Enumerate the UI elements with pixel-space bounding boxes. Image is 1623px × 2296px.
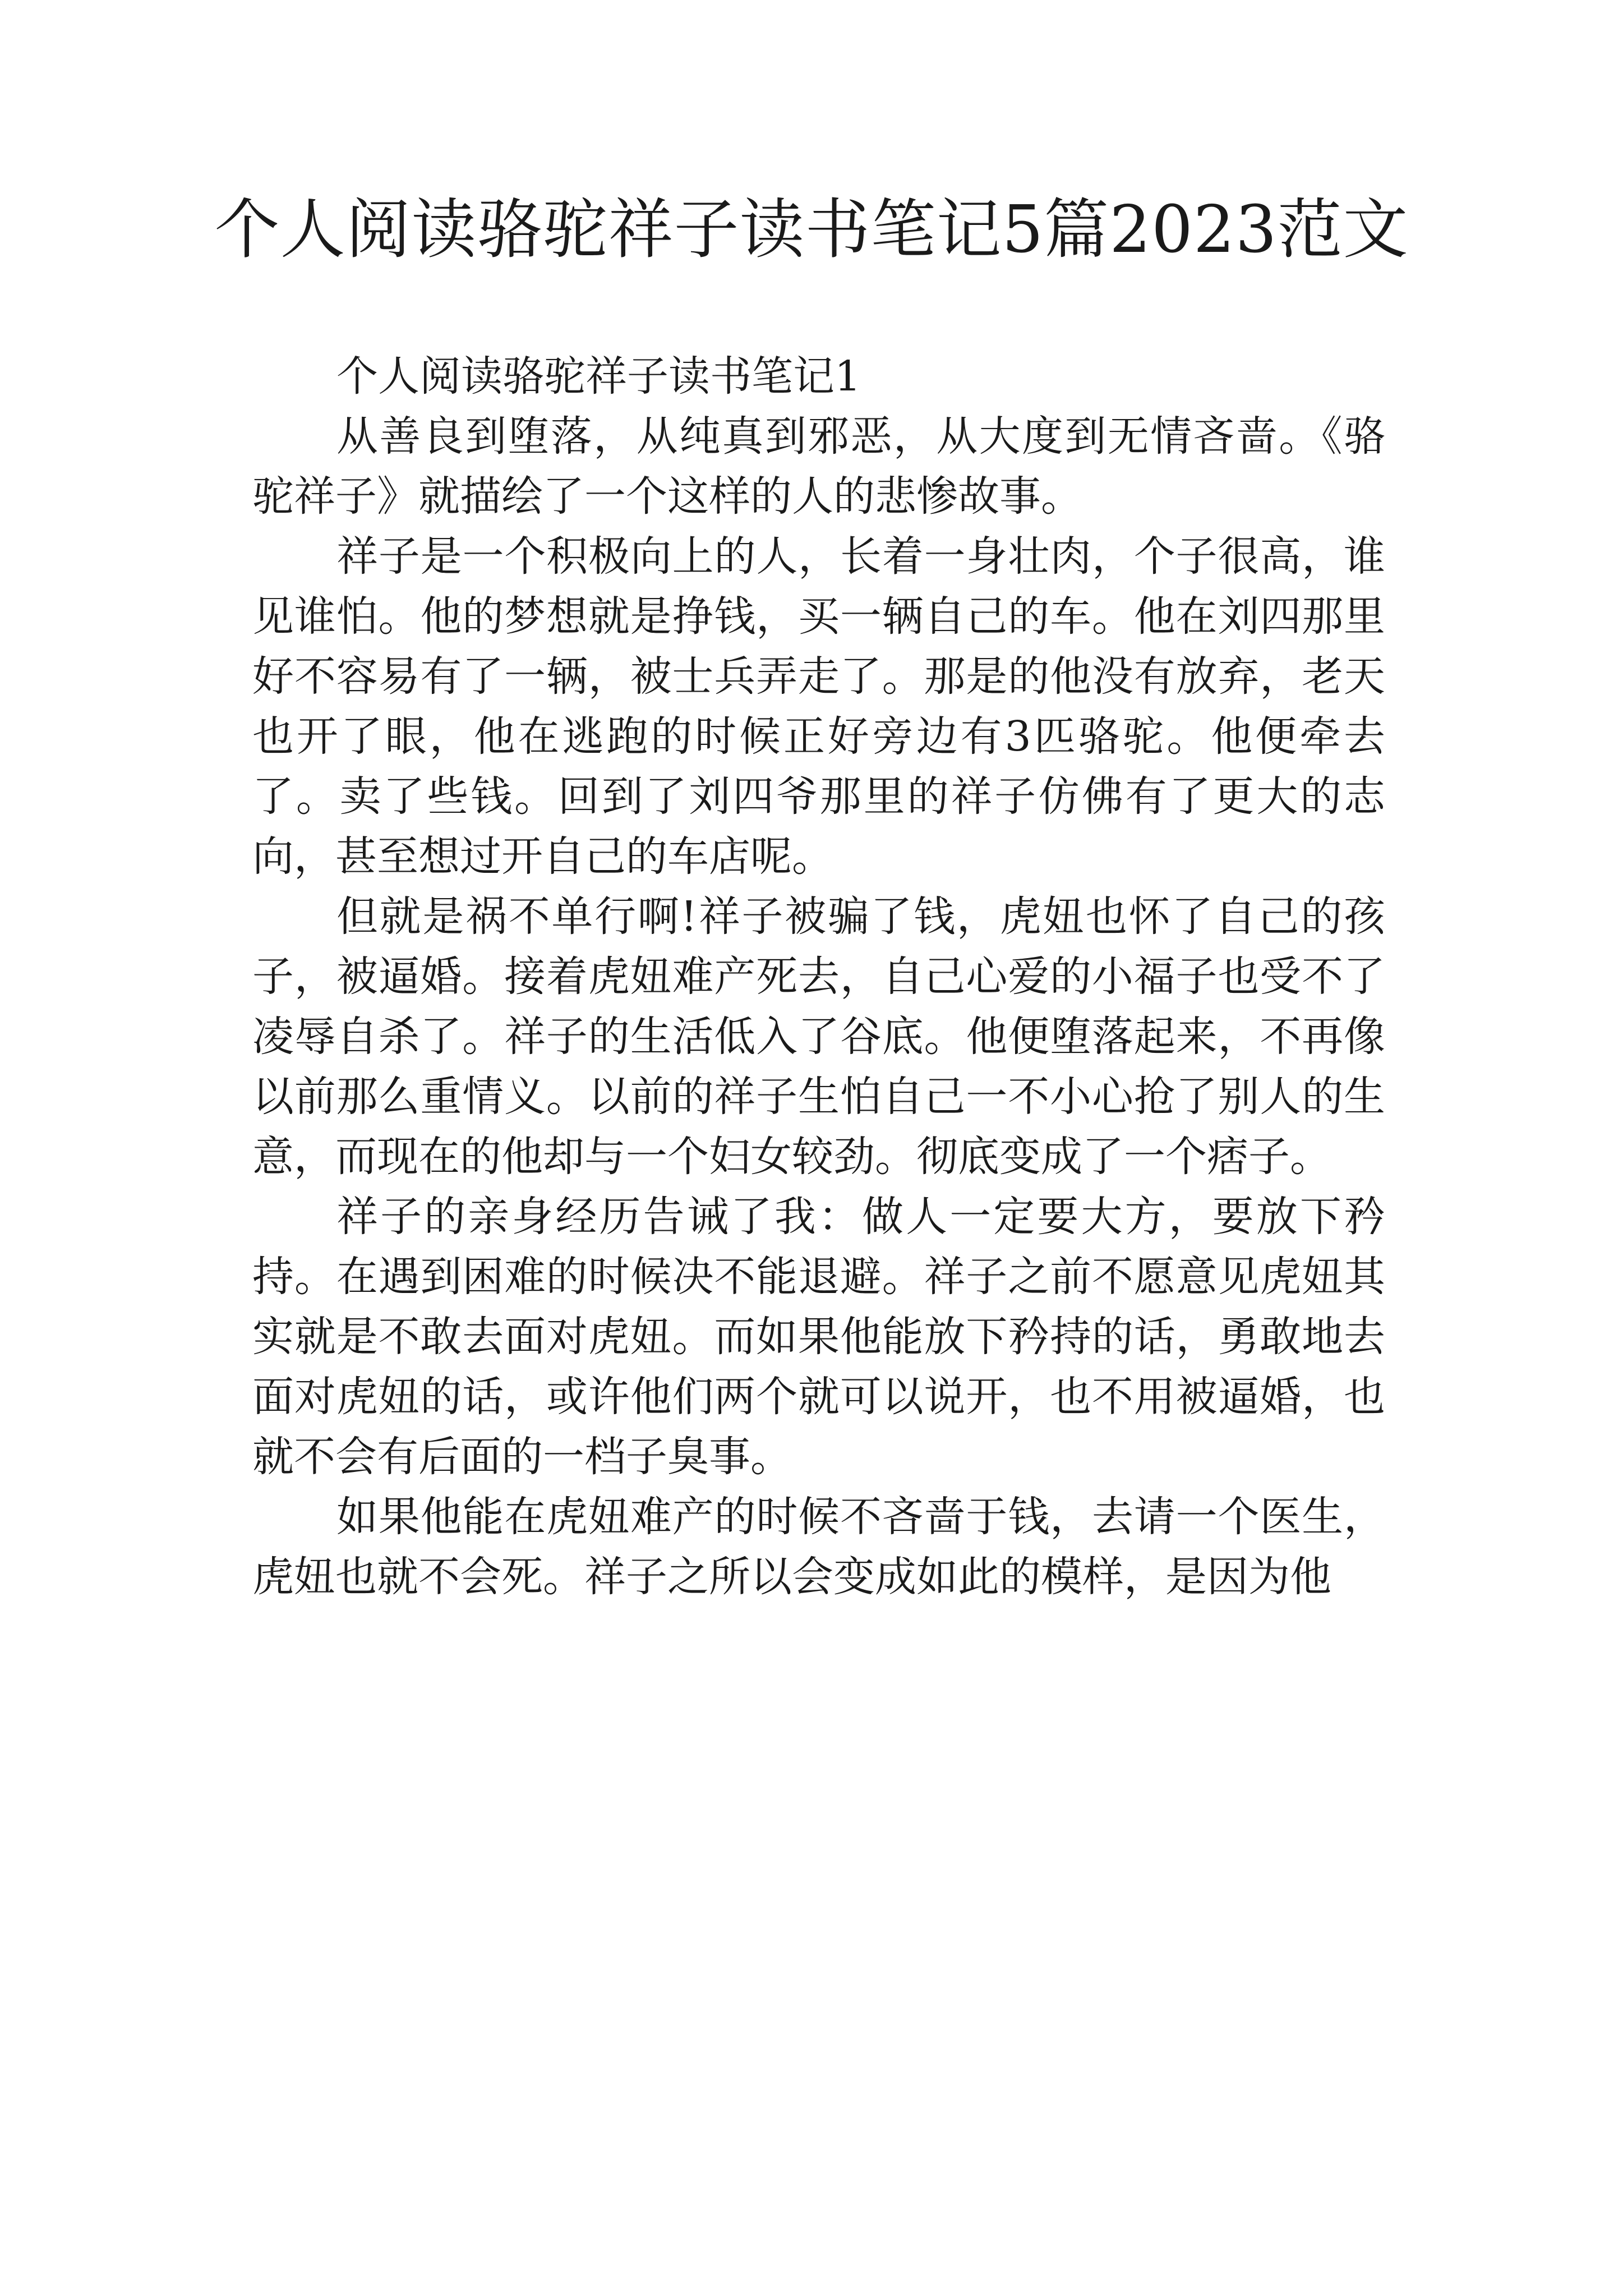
paragraph: 祥子是一个积极向上的人，长着一身壮肉，个子很高，谁见谁怕。他的梦想就是挣钱，买一辆自己的车。他在刘四那里好不容易有了一辆，被士兵弄走了。那是的他没有放弃，老天也开了眼，他在逃跑的时候正好旁边有3匹骆驼。他便牵去了。卖了些钱。回到了刘四爷那里的祥子仿佛有了更大的志向，甚至想过开自己的车店呢。 <box>252 532 1385 881</box>
paragraph: 如果他能在虎妞难产的时候不吝啬于钱，去请一个医生，虎妞也就不会死。祥子之所以会变成如此的模样，是因为他 <box>252 1493 1385 1601</box>
paragraph: 但就是祸不单行啊!祥子被骗了钱，虎妞也怀了自己的孩子，被逼婚。接着虎妞难产死去，自己心爱的小福子也受不了凌辱自杀了。祥子的生活低入了谷底。他便堕落起来，不再像以前那么重情义。以前的祥子生怕自己一不小心抢了别人的生意，而现在的他却与一个妇女较劲。彻底变成了一个痞子。 <box>252 892 1385 1181</box>
paragraph: 祥子的亲身经历告诫了我：做人一定要大方，要放下矜持。在遇到困难的时候决不能退避。祥子之前不愿意见虎妞其实就是不敢去面对虎妞。而如果他能放下矜持的话，勇敢地去面对虎妞的话，或许他们两个就可以说开，也不用被逼婚，也就不会有后面的一档子臭事。 <box>252 1193 1385 1481</box>
document-body <box>252 347 1385 1607</box>
document-title: 个人阅读骆驼祥子读书笔记5篇2023范文 <box>214 192 1409 268</box>
paragraph: 从善良到堕落，从纯真到邪恶，从大度到无情吝啬。《骆驼祥子》就描绘了一个这样的人的悲惨故事。 <box>252 412 1385 521</box>
section-heading: 个人阅读骆驼祥子读书笔记1 <box>336 352 861 401</box>
